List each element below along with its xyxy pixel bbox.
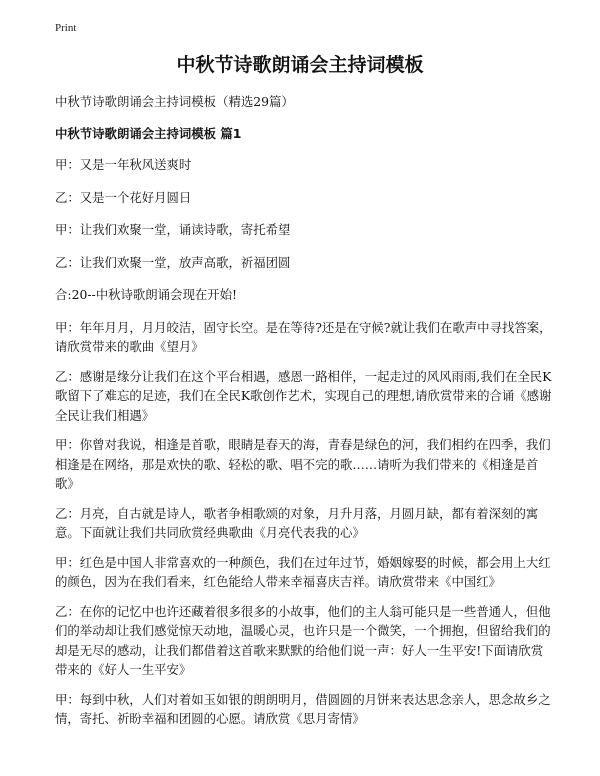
paragraph-9: 乙：月亮，自古就是诗人，歌者争相歌颂的对象，月升月落，月圆月缺，都有着深刻的寓意。下面就让我们共同欣赏经典歌曲《月亮代表我的心》 [55,505,539,540]
paragraph-4: 乙：让我们欢聚一堂，放声高歌，祈福团圆 [55,254,291,270]
document-subtitle: 中秋节诗歌朗诵会主持词模板（精选29篇） [55,94,294,109]
print-label: Print [55,22,77,34]
paragraph-8: 甲：你曾对我说，相逢是首歌，眼睛是春天的海，青春是绿色的河，我们相约在四季，我们相逢是在网络，那是欢快的歌、轻松的歌、唱不完的歌……请听为我们带来的《相逢是首歌》 [55,437,551,491]
paragraph-2: 乙：又是一个花好月圆日 [55,189,192,205]
section-heading: 中秋节诗歌朗诵会主持词模板 篇1 [55,125,242,141]
page-title: 中秋节诗歌朗诵会主持词模板 [176,54,424,76]
paragraph-5: 合:20--中秋诗歌朗诵会现在开始! [55,287,237,302]
document-body [55,92,555,739]
paragraph-1: 甲：又是一年秋风送爽时 [55,157,192,172]
paragraph-3: 甲：让我们欢聚一堂，诵读诗歌，寄托希望 [55,222,291,237]
paragraph-12: 甲：每到中秋，人们对着如玉如银的朗朗明月，借圆圆的月饼来表达思念亲人，思念故乡之情，寄托、祈盼幸福和团圆的心愿。请欣赏《思月寄情》 [55,691,551,726]
paragraph-6: 甲：年年月月，月月皎洁，固守长空。是在等待?还是在守候?就让我们在歌声中寻找答案，请欣赏带来的歌曲《望月》 [55,319,552,354]
paragraph-10: 甲：红色是中国人非常喜欢的一种颜色，我们在过年过节，婚姻嫁娶的时候，都会用上大红的颜色，因为在我们看来，红色能给人带来幸福喜庆吉祥。请欣赏带来《中国红》 [55,554,551,589]
paragraph-7: 乙：感谢是缘分让我们在这个平台相遇，感恩一路相伴，一起走过的风风雨雨,我们在全民K歌留下了难忘的足迹，我们在全民K歌创作艺术，实现自己的理想,请欣赏带来的合诵《感谢全民让我们相遇》 [55,368,552,423]
paragraph-11: 乙：在你的记忆中也许还藏着很多很多的小故事，他们的主人翁可能只是一些普通人，但他们的举动却让我们感觉惊天动地，温暖心灵，也许只是一个微笑，一个拥抱，但留给我们的却是无尽的感动，让我们都借着这首歌来默默的给他们说一声：好人一生平安!下面请欣赏带来的《好人一生平安》 [55,603,551,677]
